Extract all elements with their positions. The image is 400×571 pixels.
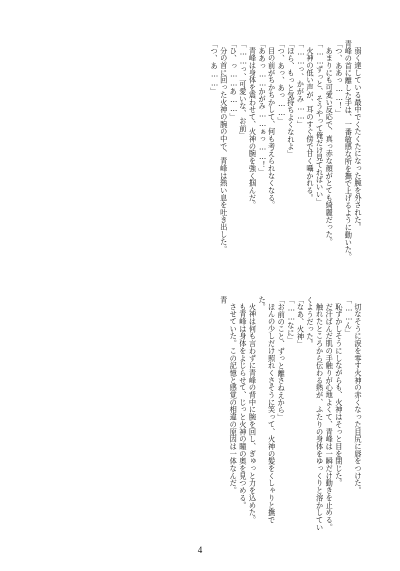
text-paragraph: 切なそうに涙を零す火神の赤くなった目尻に唇をつけた。 [354,303,363,495]
text-paragraph: 火神は何も言わずに青峰の背中に腕を回し、ぎゅっと力を込めた。 [248,303,258,524]
text-paragraph: あまりにも可愛い反応で、真っ赤な顔がとても綺麗だった。 [325,47,335,246]
text-paragraph: 分の首に回った火神の腕の中で、青峰は熱い息を吐き出した。 [219,47,229,253]
text-paragraph: 「……っ、可愛いな、お前」 [238,40,248,140]
text-paragraph: 「ああっ……かがみ……ぁっ……！」 [258,40,268,176]
text-paragraph: 弱く達している最中でくたくたになった腕を外された。 [354,47,363,231]
text-paragraph: 「つ、あっ、あっ……」 [277,40,287,125]
text-paragraph: 「お前のこと、ずっと離さねえから」 [277,296,287,421]
text-paragraph: 「……ん」 [344,296,354,337]
text-paragraph: 青峰は身体を震わせて、火神の腕を強く掴んだ。 [248,47,258,209]
text-paragraph: 「……ずっと、そうやって俺だけ見てればいい」 [315,40,325,206]
text-paragraph: 恥ずかしそうにしながらも、火神はそっと目を閉じた。 [334,303,344,487]
text-paragraph: 「……っ、かがみ……」 [296,40,306,129]
text-paragraph: 青 [219,296,229,304]
text-paragraph: 触れたところから伝わる熱が、ふたりの身体をゆっくりと溶かしていくようだった。 [306,296,325,532]
text-paragraph: 「つ、あ……」 [210,40,220,96]
top-text-block [38,40,363,278]
text-paragraph: 青峰の首に離した手は、一番敏感な所を撫で上げるように動いた。 [344,40,354,261]
text-paragraph: 目の前がちかちかして、何も考えられなくなる。 [267,47,277,209]
text-paragraph: 「ほら、もっと気持ちよくなれよ」 [286,40,296,158]
page-number: 4 [197,545,203,555]
text-paragraph: 「……なに」 [286,296,296,344]
text-paragraph: 「ひ、っ……あ……」 [229,40,239,121]
text-paragraph: させていた。この記憶と感覚の相違の原因は一体なんだ。 [229,303,239,495]
text-paragraph: ほんの少しだけ照れくさそうに笑って、火神の髪をくしゃりと撫でた。 [258,296,277,524]
text-paragraph: だ汗ばんだ肌の手触りが心地よくて、青峰は一瞬だけ動きを止める。 [325,303,335,532]
text-paragraph: 火神の低い声が、耳のすぐ傍で甘く囁かれる。 [306,47,316,202]
text-paragraph: も青峰は身体をよじらせて、じっと火神の瞳の奥を見つめる。 [238,303,248,509]
text-paragraph: 「なあ、火神」 [296,296,306,348]
text-paragraph: 「つ、ああっ……！」 [334,40,344,118]
bottom-text-block [38,296,363,534]
